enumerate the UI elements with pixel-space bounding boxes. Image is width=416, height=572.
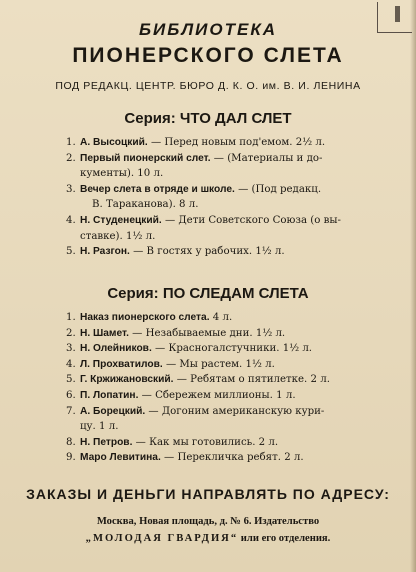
item-author: Наказ пионерского слета. <box>80 312 210 323</box>
item-author: Н. Петров. <box>80 436 133 448</box>
item-number: 3. <box>66 183 76 195</box>
address-line-1: Москва, Новая площадь, д. № 6. Издательство <box>96 516 320 527</box>
item-text: — Дети Советского Союза (о вы- <box>164 214 341 226</box>
item-author: П. Лопатин. <box>80 389 139 401</box>
item-number: 5. <box>66 246 76 258</box>
item-number: 5. <box>66 374 76 386</box>
list-item <box>66 357 366 373</box>
item-author: Н. Олейников. <box>80 343 152 355</box>
item-number: 9. <box>66 452 76 464</box>
item-author: Вечер слета в отряде и школе. <box>80 183 235 195</box>
series-1-heading: Серия: ЧТО ДАЛ СЛЕТ <box>124 110 292 127</box>
item-text: — Сбережем миллионы. 1 л. <box>141 389 296 401</box>
item-text: — (Материалы и до- <box>213 152 323 164</box>
list-item <box>66 341 366 357</box>
list-item <box>66 182 366 213</box>
item-continuation: цу. 1 л. <box>80 421 119 433</box>
library-subtitle: ПИОНЕРСКОГО СЛЕТА <box>72 44 344 67</box>
item-author: Н. Шамет. <box>80 327 129 339</box>
item-author: Н. Студенецкий. <box>80 214 162 226</box>
item-number: 3. <box>66 343 76 355</box>
item-continuation: кументы). 10 л. <box>80 168 164 180</box>
item-number: 2. <box>66 327 76 339</box>
item-number: 8. <box>66 436 76 448</box>
item-text: — Перед новым под'емом. 2½ л. <box>150 137 326 148</box>
publisher-name: „МОЛОДАЯ ГВАРДИЯ“ <box>85 533 239 544</box>
list-item <box>66 404 366 435</box>
item-text: — Незабываемые дни. 1½ л. <box>132 327 286 339</box>
item-number: 1. <box>66 312 76 323</box>
orders-heading: ЗАКАЗЫ И ДЕНЬГИ НАПРАВЛЯТЬ ПО АДРЕСУ: <box>26 486 390 502</box>
item-number: 1. <box>66 137 76 148</box>
item-text: — Догоним американскую кури- <box>148 405 325 417</box>
item-number: 4. <box>66 358 76 370</box>
list-item <box>66 450 366 466</box>
list-item <box>66 135 366 151</box>
item-text: — Перекличка ребят. 2 л. <box>164 452 304 464</box>
item-continuation: В. Таракановa). 8 л. <box>92 199 199 211</box>
item-text: — Как мы готовились. 2 л. <box>135 436 279 448</box>
item-author: Л. Прохватилов. <box>80 358 163 370</box>
list-item <box>66 213 366 244</box>
list-item <box>66 326 366 342</box>
series-2-list <box>66 310 366 466</box>
item-text: — Ребятам о пятилетке. 2 л. <box>176 374 330 386</box>
list-item <box>66 388 366 404</box>
item-number: 2. <box>66 152 76 164</box>
list-item <box>66 310 366 326</box>
series-1-list <box>66 135 366 260</box>
item-author: Н. Разгон. <box>80 246 130 258</box>
list-item <box>66 435 366 451</box>
item-number: 4. <box>66 214 76 226</box>
item-number: 6. <box>66 389 76 401</box>
item-number: 7. <box>66 405 76 417</box>
library-title: БИБЛИОТЕКА <box>138 20 278 39</box>
series-2-heading: Серия: ПО СЛЕДАМ СЛЕТА <box>107 285 309 302</box>
item-continuation: ставке). 1½ л. <box>80 230 156 242</box>
editorial-line: ПОД РЕДАКЦ. ЦЕНТР. БЮРО Д. К. О. им. В. И. ЛЕНИНА <box>55 80 361 92</box>
item-text: — В гостях у рабочих. 1½ л. <box>133 246 285 258</box>
list-item <box>66 244 366 260</box>
item-author: Маро Левитина. <box>80 452 161 464</box>
address-tail: или его отделения. <box>238 533 331 544</box>
item-text: — Мы растем. 1½ л. <box>165 358 275 370</box>
item-text: 4 л. <box>212 312 233 323</box>
item-text: — (Под редакц. <box>238 183 322 195</box>
item-author: А. Борецкий. <box>80 405 146 417</box>
list-item <box>66 372 366 388</box>
item-author: Г. Кржижановский. <box>80 374 174 386</box>
item-author: А. Высоцкий. <box>80 137 148 148</box>
list-item <box>66 151 366 182</box>
address-line-2 <box>0 533 416 544</box>
item-text: — Красногалстучники. 1½ л. <box>155 343 313 355</box>
item-author: Первый пионерский слет. <box>80 152 211 164</box>
